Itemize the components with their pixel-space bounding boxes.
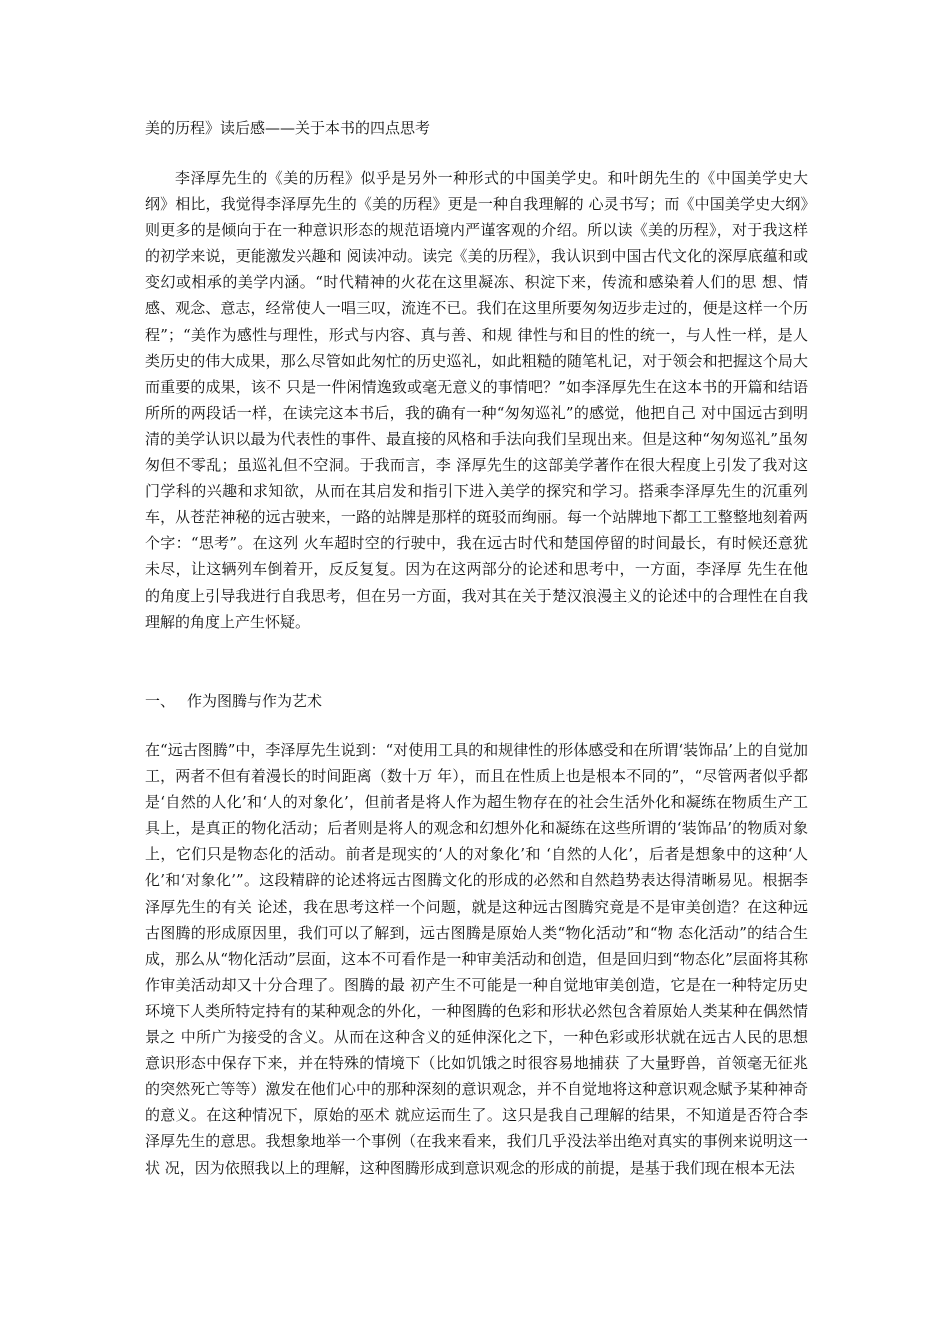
- section-number: 一、: [145, 692, 176, 710]
- body-paragraph-intro: 李泽厚先生的《美的历程》似乎是另外一种形式的中国美学史。和叶朗先生的《中国美学史大纲》相比，我觉得李泽厚先生的《美的历程》更是一种自我理解的 心灵书写；而《中国美学史大纲》则更多的是倾向于在一种意识形态的规范语境内严谨客观的介绍。所以读《美的历程》，对于我这样的初学来说，更能激发兴趣和 阅读冲动。读完《美的历程》，我认识到中国古代文化的深厚底蕴和或变幻或相承的美学内涵。“时代精神的火花在这里凝冻、积淀下来，传流和感染着人们的思 想、情感、观念、意志，经常使人一唱三叹，流连不已。我们在这里所要匆匆迈步走过的，便是这样一个历程”；“美作为感性与理性，形式与内容、真与善、和规 律性与和目的性的统一，与人性一样，是人类历史的伟大成果，那么尽管如此匆忙的历史巡礼，如此粗糙的随笔札记，对于领会和把握这个局大而重要的成果，该不 只是一件闲情逸致或毫无意义的事情吧？”如李泽厚先生在这本书的开篇和结语所所的两段话一样，在读完这本书后，我的确有一种“匆匆巡礼”的感觉，他把自己 对中国远古到明清的美学认识以最为代表性的事件、最直接的风格和手法向我们呈现出来。但是这种“匆匆巡礼”虽匆匆但不零乱；虽巡礼但不空洞。于我而言，李 泽厚先生的这部美学著作在很大程度上引发了我对这门学科的兴趣和求知欲，从而在其启发和指引下进入美学的探究和学习。搭乘李泽厚先生的沉重列车，从苍茫神秘的远古驶来，一路的站牌是那样的斑驳而绚丽。每一个站牌地下都工工整整地刻着两个字：“思考”。在这列 火车超时空的行驶中，我在远古时代和楚国停留的时间最长，有时候还意犹未尽，让这辆列车倒着开，反反复复。因为在这两部分的论述和思考中，一方面，李泽厚 先生在他的角度上引导我进行自我思考，但在另一方面，我对其在关于楚汉浪漫主义的论述中的合理性在自我理解的角度上产生怀疑。: [145, 169, 808, 631]
- body-paragraph-section-one: 在“远古图腾”中，李泽厚先生说到：“对使用工具的和规律性的形体感受和在所谓‘装饰品’上的自觉加工，两者不但有着漫长的时间距离（数十万 年），而且在性质上也是根本不同的”，“尽管两者似乎都是‘自然的人化’和‘人的对象化’，但前者是将人作为超生物存在的社会生活外化和凝练在物质生产工 具上，是真正的物化活动；后者则是将人的观念和幻想外化和凝练在这些所谓的‘装饰品’的物质对象上，它们只是物态化的活动。前者是现实的‘人的对象化’和 ‘自然的人化’，后者是想象中的这种‘人化’和‘对象化’”。这段精辟的论述将远古图腾文化的形成的必然和自然趋势表达得清晰易见。根据李泽厚先生的有关 论述，我在思考这样一个问题，就是这种远古图腾究竟是不是审美创造？在这种远古图腾的形成原因里，我们可以了解到，远古图腾是原始人类“物化活动”和“物 态化活动”的结合生成，那么从“物化活动”层面，这本不可看作是一种审美活动和创造，但是回归到“物态化”层面将其称作审美活动却又十分合理了。图腾的最 初产生不可能是一种自觉地审美创造，它是在一种特定历史环境下人类所特定持有的某种观念的外化，一种图腾的色彩和形状必然包含着原始人类某种在偶然情景之 中所广为接受的含义。从而在这种含义的延伸深化之下，一种色彩或形状就在远古人民的思想意识形态中保存下来，并在特殊的情境下（比如饥饿之时很容易地捕获 了大量野兽，首领毫无征兆的突然死亡等等）激发在他们心中的那种深刻的意识观念，并不自觉地将这种意识观念赋予某种神奇的意义。在这种情况下，原始的巫术 就应运而生了。这只是我自己理解的结果，不知道是否符合李泽厚先生的意思。我想象地举一个事例（在我来看来，我们几乎没法举出绝对真实的事例来说明这一状 况，因为依照我以上的理解，这种图腾形成到意识观念的形成的前提，是基于我们现在根本无法: [145, 741, 808, 1177]
- document-title: 美的历程》读后感——关于本书的四点思考: [145, 119, 431, 137]
- section-heading: [145, 690, 322, 712]
- section-title: 作为图腾与作为艺术: [187, 692, 323, 710]
